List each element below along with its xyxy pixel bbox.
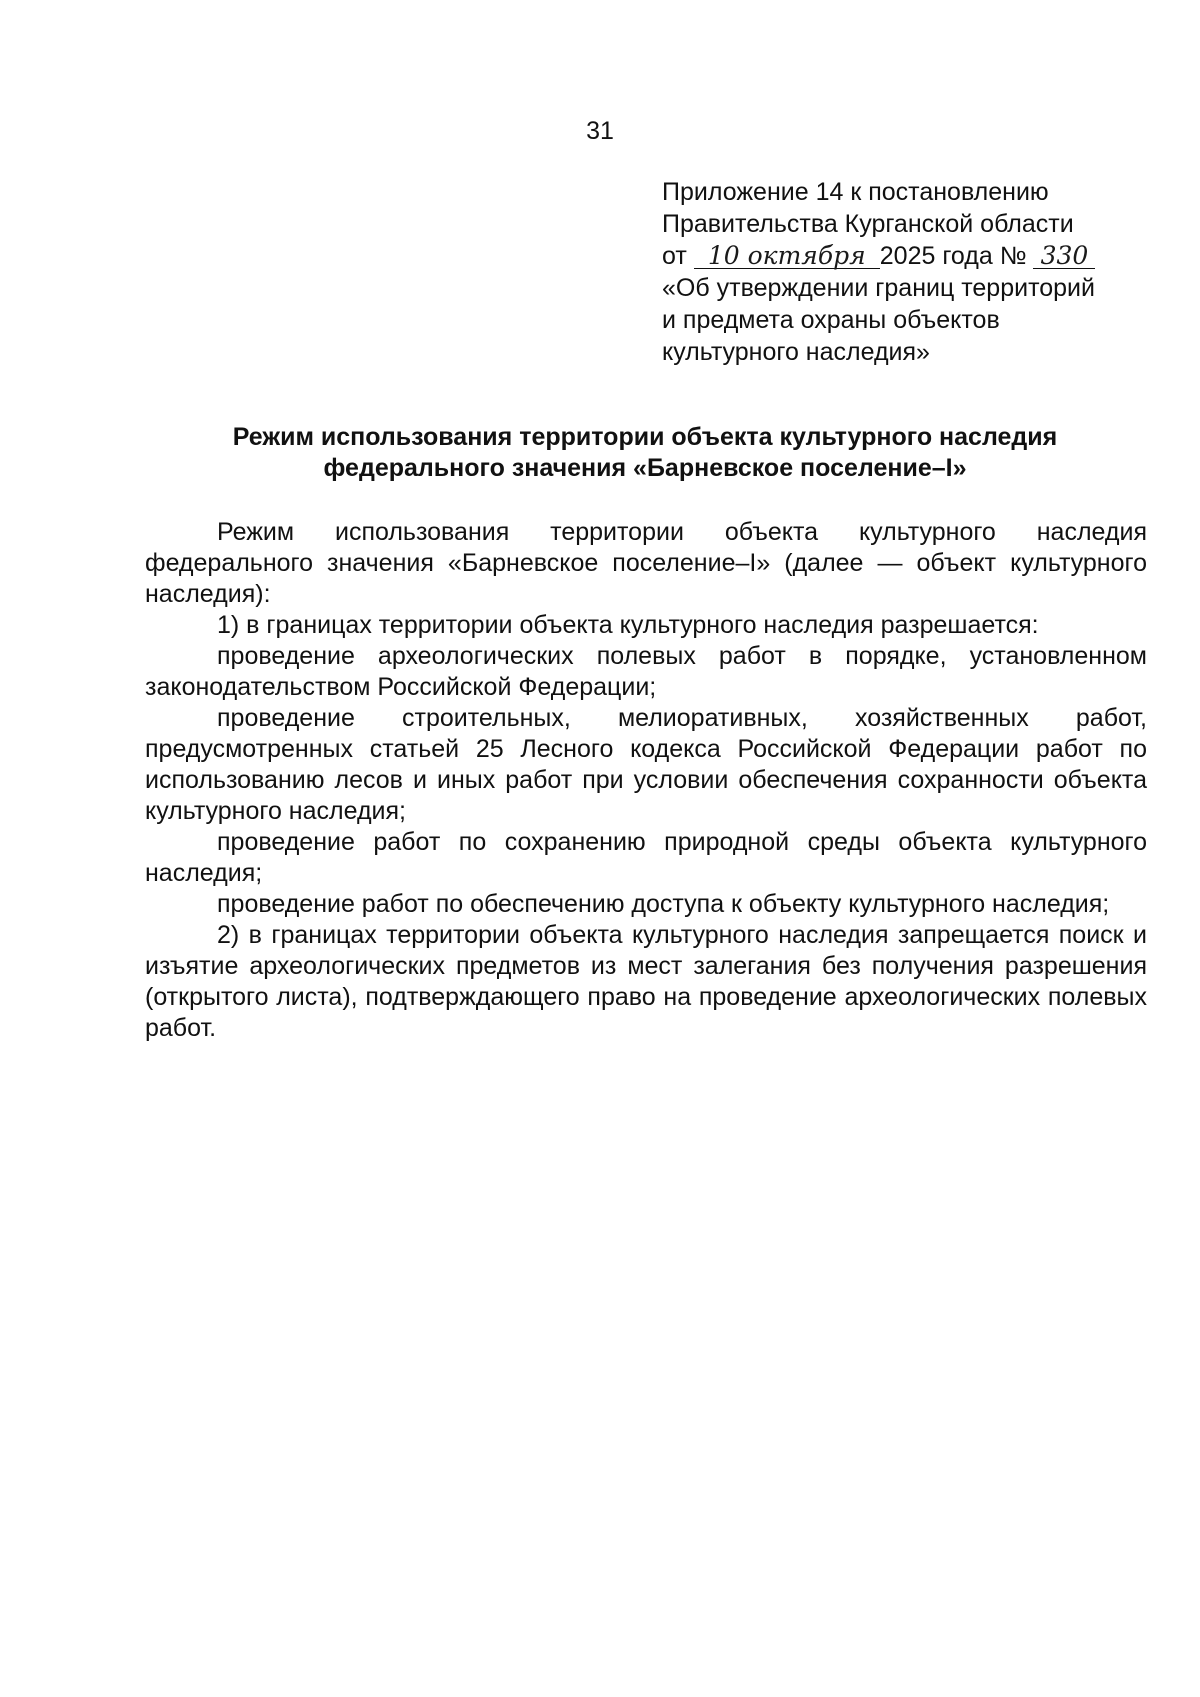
appendix-date-line: [662, 240, 1132, 272]
appendix-line-1: Приложение 14 к постановлению: [662, 178, 1049, 206]
paragraph-prohibited: 2) в границах территории объекта культурного наследия запрещается поиск и изъятие археологических предметов из мест залегания без получения разрешения (открытого листа), подтверждающего право на проведение археологических полевых работ.: [145, 921, 1147, 1042]
date-suffix: 2025 года №: [879, 242, 1027, 270]
appendix-line-5: и предмета охраны объектов: [662, 306, 1000, 334]
appendix-line-4: «Об утверждении границ территорий: [662, 274, 1095, 302]
document-body: [145, 517, 1147, 1044]
paragraph-allowed-archaeology: проведение археологических полевых работ в порядке, установленном законодательством Российской Федерации;: [145, 642, 1147, 701]
page-number: 31: [586, 117, 614, 145]
appendix-line-2: Правительства Курганской области: [662, 210, 1074, 238]
paragraph-allowed-access: проведение работ по обеспечению доступа к объекту культурного наследия;: [217, 890, 1110, 918]
title-line-1: Режим использования территории объекта культурного наследия: [232, 423, 1058, 451]
appendix-line-6: культурного наследия»: [662, 338, 930, 366]
paragraph-intro: Режим использования территории объекта культурного наследия федерального значения «Барневское поселение–I» (далее — объект культурного наследия):: [145, 518, 1147, 608]
handwritten-date: 10 октября: [694, 244, 880, 269]
date-prefix: от: [662, 242, 687, 270]
document-title: [145, 422, 1145, 484]
paragraph-allowed-construction: проведение строительных, мелиоративных, хозяйственных работ, предусмотренных статьей 25 Лесного кодекса Российской Федерации работ по использованию лесов и иных работ при условии обеспечения сохранности объекта культурного наследия;: [145, 704, 1147, 825]
title-line-2: федерального значения «Барневское поселение–I»: [323, 454, 967, 482]
handwritten-number: 330: [1033, 244, 1095, 269]
paragraph-allowed-heading: 1) в границах территории объекта культурного наследия разрешается:: [217, 611, 1039, 639]
appendix-header: [662, 176, 1132, 368]
paragraph-allowed-environment: проведение работ по сохранению природной среды объекта культурного наследия;: [145, 828, 1147, 887]
